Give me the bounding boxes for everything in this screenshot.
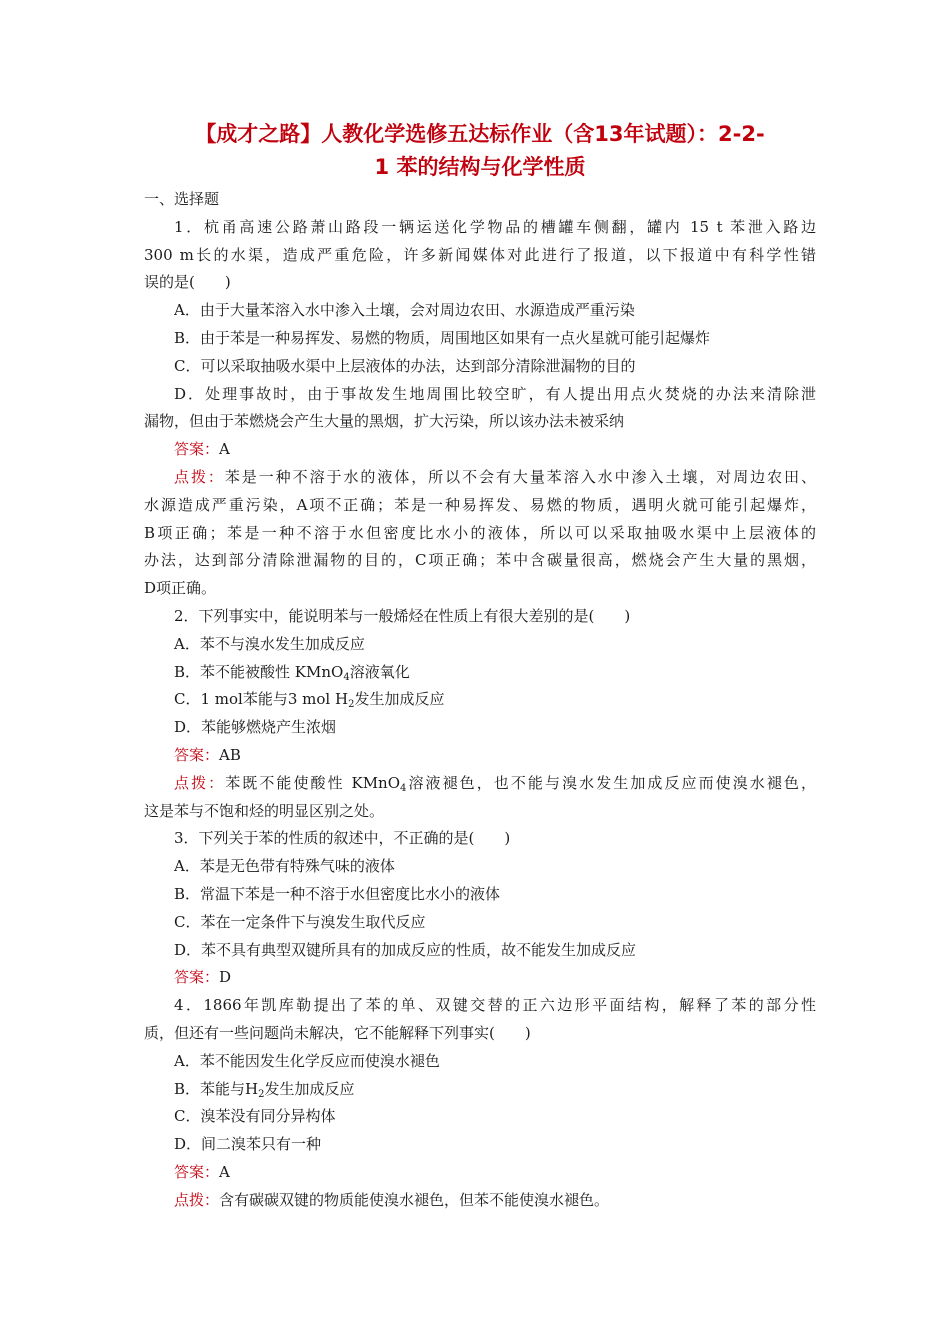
answer-label: 答案：: [174, 968, 220, 987]
q3-option-a: A．苯是无色带有特殊气味的液体: [174, 857, 395, 876]
subscript: 4: [343, 671, 350, 683]
q1-hint-line-5: D项正确。: [144, 579, 217, 598]
answer-label: 答案：: [174, 745, 220, 764]
hint-text: 苯是一种不溶于水的液体，所以不会有大量苯溶入水中渗入土壤，对周边农田、: [224, 467, 816, 486]
answer-value: D: [219, 968, 232, 987]
q1-option-b: B．由于苯是一种易挥发、易燃的物质，周围地区如果有一点火星就可能引起爆炸: [174, 328, 711, 347]
hint-label: 点拨：: [174, 467, 225, 486]
document-body: [144, 186, 816, 1214]
q1-option-c: C．可以采取抽吸水渠中上层液体的办法，达到部分清除泄漏物的目的: [174, 356, 636, 375]
q1-stem-line-1: 1．杭甬高速公路萧山路段一辆运送化学物品的槽罐车侧翻，罐内 15 t 苯泄入路边: [174, 217, 816, 236]
q4-option-c: C．溴苯没有同分异构体: [174, 1107, 336, 1126]
answer-label: 答案：: [174, 1162, 220, 1181]
q4-option-b: [144, 1076, 816, 1104]
title-line-1: 【成才之路】人教化学选修五达标作业（含13年试题）：2-2-: [195, 122, 765, 146]
text: 发生加成反应: [354, 690, 445, 709]
q3-answer: [144, 964, 816, 992]
text: 苯既不能使酸性 KMnO: [225, 773, 401, 792]
section-heading: 一、选择题: [144, 190, 220, 208]
text: C．1 mol苯能与3 mol H: [174, 690, 349, 709]
q4-hint: [144, 1187, 816, 1215]
q2-option-d: D．苯能够燃烧产生浓烟: [174, 718, 337, 737]
title-line-2: 1 苯的结构与化学性质: [374, 155, 586, 179]
q4-option-d: D．间二溴苯只有一种: [174, 1135, 322, 1154]
answer-value: A: [219, 440, 230, 459]
answer-value: AB: [219, 745, 241, 764]
q2-option-a: A．苯不与溴水发生加成反应: [174, 634, 365, 653]
q2-hint-line-1: [144, 770, 816, 798]
answer-value: A: [219, 1162, 230, 1181]
q1-option-d-line-2: 漏物，但由于苯燃烧会产生大量的黑烟，扩大污染，所以该办法未被采纳: [144, 412, 625, 431]
text: 溶液褪色，也不能与溴水发生加成反应而使溴水褪色，: [406, 773, 816, 792]
q1-hint-line-4: 办法，达到部分清除泄漏物的目的，C项正确；苯中含碳量很高，燃烧会产生大量的黑烟，: [144, 551, 816, 570]
q4-answer: [144, 1159, 816, 1187]
subscript: 4: [400, 782, 407, 794]
q1-stem-line-2: 300 m长的水渠，造成严重危险，许多新闻媒体对此进行了报道，以下报道中有科学性错: [144, 245, 816, 264]
q4-stem-line-1: 4．1866年凯库勒提出了苯的单、双键交替的正六边形平面结构，解释了苯的部分性: [174, 996, 816, 1015]
text: B．苯不能被酸性 KMnO: [174, 662, 344, 681]
q3-option-d: D．苯不具有典型双键所具有的加成反应的性质，故不能发生加成反应: [174, 940, 637, 959]
subscript: 2: [348, 699, 355, 711]
subscript: 2: [258, 1088, 265, 1100]
q4-option-a: A．苯不能因发生化学反应而使溴水褪色: [174, 1051, 440, 1070]
q1-stem-line-3: 误的是( ): [144, 273, 231, 292]
q2-option-b: [144, 659, 816, 687]
q2-hint-line-2: 这是苯与不饱和烃的明显区别之处。: [144, 801, 385, 820]
q2-option-c: [144, 686, 816, 714]
hint-text: 含有碳碳双键的物质能使溴水褪色，但苯不能使溴水褪色。: [219, 1190, 610, 1209]
q3-option-c: C．苯在一定条件下与溴发生取代反应: [174, 912, 426, 931]
q3-option-b: B．常温下苯是一种不溶于水但密度比水小的液体: [174, 884, 501, 903]
q2-stem: 2．下列事实中，能说明苯与一般烯烃在性质上有很大差别的是( ): [174, 606, 631, 625]
q3-stem: 3．下列关于苯的性质的叙述中，不正确的是( ): [174, 829, 511, 848]
hint-label: 点拨：: [174, 1190, 220, 1209]
text: 发生加成反应: [264, 1079, 355, 1098]
q1-option-d-line-1: D．处理事故时，由于事故发生地周围比较空旷，有人提出用点火焚烧的办法来清除泄: [174, 384, 816, 403]
document-title: [140, 118, 820, 184]
text: B．苯能与H: [174, 1079, 259, 1098]
q1-answer: [144, 436, 816, 464]
q1-option-a: A．由于大量苯溶入水中渗入土壤，会对周边农田、水源造成严重污染: [174, 301, 635, 320]
q1-hint-line-3: B项正确；苯是一种不溶于水但密度比水小的液体，所以可以采取抽吸水渠中上层液体的: [144, 523, 816, 542]
q4-stem-line-2: 质，但还有一些问题尚未解决，它不能解释下列事实( ): [144, 1023, 531, 1042]
q1-hint-line-1: [144, 464, 816, 492]
q2-answer: [144, 742, 816, 770]
q1-hint-line-2: 水源造成严重污染，A项不正确；苯是一种易挥发、易燃的物质，遇明火就可能引起爆炸，: [144, 495, 816, 514]
answer-label: 答案：: [174, 440, 220, 459]
text: 溶液氧化: [349, 662, 410, 681]
hint-label: 点拨：: [174, 773, 226, 792]
